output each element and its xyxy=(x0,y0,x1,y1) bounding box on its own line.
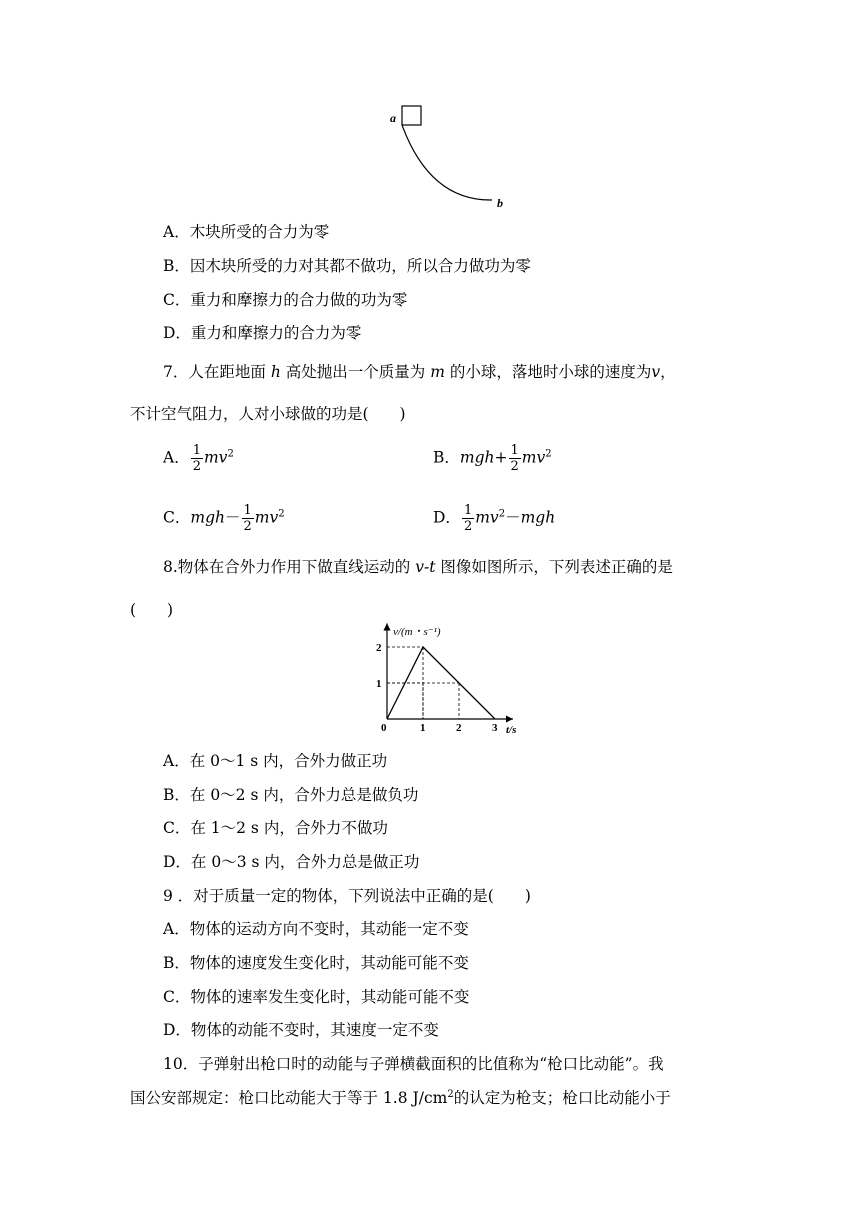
option-label: B． xyxy=(433,448,460,467)
q9-stem: 9 ．对于质量一定的物体，下列说法中正确的是( ) xyxy=(163,887,531,905)
q7-stem-text: ， xyxy=(660,363,676,381)
q10-line1: 10．子弹射出枪口时的动能与子弹横截面积的比值称为“枪口比动能”。我 xyxy=(163,1055,664,1073)
q8-option-b: B．在 0～2 s 内，合外力总是做负功 xyxy=(163,786,419,804)
q8-stem-text: 8.物体在合外力作用下做直线运动的 xyxy=(163,558,411,576)
q9-option-d: D．物体的动能不变时，其速度一定不变 xyxy=(163,1021,439,1039)
q8-stem-line2: ( ) xyxy=(130,601,174,619)
q10-line2 xyxy=(130,1088,671,1108)
q7-option-c: C．mgh－ $\frac{1}{2}$ $mv^2$ xyxy=(163,503,285,534)
y-tick-label: 2 xyxy=(376,642,382,654)
y-tick-label: 1 xyxy=(376,678,382,690)
var-h: h xyxy=(270,363,281,381)
option-label: C． xyxy=(163,508,191,527)
q9-option-a: A．物体的运动方向不变时，其动能一定不变 xyxy=(163,920,469,938)
q9-option-b: B．物体的速度发生变化时，其动能可能不变 xyxy=(163,954,469,972)
var-vt: v-t xyxy=(415,558,436,576)
fraction: $\frac{1}{2}$ xyxy=(192,443,201,474)
superscript: 2 xyxy=(447,1088,454,1100)
fraction: $\frac{1}{2}$ xyxy=(243,503,252,534)
q7-stem-text: 7．人在距地面 xyxy=(163,363,266,381)
fraction: $\frac{1}{2}$ xyxy=(510,443,519,474)
q6-option-d: D．重力和摩擦力的合力为零 xyxy=(163,324,362,342)
q10-text: 的认定为枪支；枪口比动能小于 xyxy=(453,1089,671,1107)
option-label: D． xyxy=(433,508,461,527)
q10-text: 国公安部规定：枪口比动能大于等于 1.8 J/cm xyxy=(130,1089,448,1107)
q6-option-a: A．木块所受的合力为零 xyxy=(163,223,330,241)
x-tick-label: 1 xyxy=(420,722,426,734)
q6-option-b: B．因木块所受的力对其都不做功，所以合力做功为零 xyxy=(163,257,531,275)
q7-stem-text: 高处抛出一个质量为 xyxy=(285,363,426,381)
q7-stem-line2: 不计空气阻力，人对小球做的功是( ) xyxy=(130,405,406,423)
x-tick-label: 3 xyxy=(492,722,498,734)
q8-option-c: C．在 1～2 s 内，合外力不做功 xyxy=(163,819,388,837)
option-label: A． xyxy=(163,448,190,467)
x-tick-label: 2 xyxy=(456,722,462,734)
var-m: m xyxy=(430,363,445,381)
q8-stem xyxy=(163,557,673,577)
q7-option-d: D． $\frac{1}{2}$ $mv^2-mgh$ xyxy=(433,503,556,534)
track-figure xyxy=(380,96,520,214)
y-axis-label: v/(m・s⁻¹) xyxy=(393,626,441,638)
fraction: $\frac{1}{2}$ xyxy=(463,503,473,534)
x-tick-label: 0 xyxy=(381,722,387,734)
q9-option-c: C．物体的速率发生变化时，其动能可能不变 xyxy=(163,988,470,1006)
curved-track xyxy=(402,125,492,200)
q7-option-b: B．mgh+ $\frac{1}{2}$ $mv^2$ xyxy=(433,443,552,474)
point-a-label: a xyxy=(390,111,396,125)
q8-option-d: D．在 0～3 s 内，合外力总是做正功 xyxy=(163,853,420,871)
q6-option-c: C．重力和摩擦力的合力做的功为零 xyxy=(163,291,408,309)
q7-stem-text: 的小球，落地时小球的速度为 xyxy=(449,363,652,381)
q7-option-a: A． $\frac{1}{2}$ $mv^2$ xyxy=(163,443,234,474)
wooden-block xyxy=(402,106,421,125)
vt-chart xyxy=(360,622,530,740)
point-b-label: b xyxy=(497,196,503,210)
x-axis-label: t/s xyxy=(506,724,517,736)
var-v: v xyxy=(651,363,661,381)
q8-option-a: A．在 0～1 s 内，合外力做正功 xyxy=(163,752,388,770)
q7-stem xyxy=(163,362,676,382)
q8-stem-text: 图像如图所示，下列表述正确的是 xyxy=(440,558,673,576)
